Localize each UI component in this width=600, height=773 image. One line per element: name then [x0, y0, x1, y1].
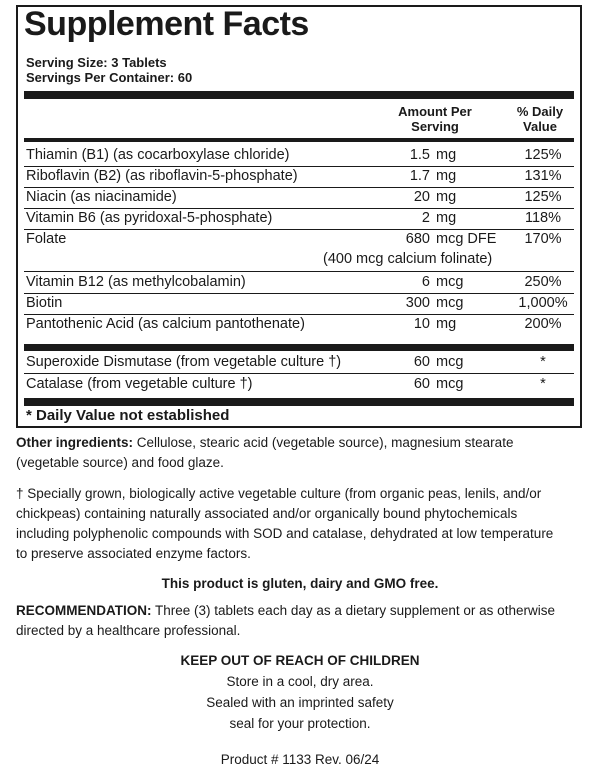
- nutrient-unit: mg: [436, 189, 457, 205]
- daily-value-footnote: * Daily Value not established: [26, 407, 230, 424]
- nutrient-amount: 20: [413, 189, 430, 205]
- allergen-statement: This product is gluten, dairy and GMO free.: [161, 576, 439, 591]
- servings-per-container: Servings Per Container: 60: [26, 70, 193, 85]
- dagger-note: † Specially grown, biologically active vegetable culture (from organic peas, lenils, and/or chickpeas) containing naturally associated and/or organically bound phytochemicals including polyphenolic compounds with SOD and catalase, dehydrated at low temperature to preserve associated enzyme factors.: [16, 486, 554, 561]
- serving-size: Serving Size: 3 Tablets: [26, 55, 167, 70]
- nutrient-daily-value: *: [540, 376, 546, 392]
- nutrient-name: Catalase (from vegetable culture †): [26, 376, 253, 392]
- nutrient-unit: mcg: [436, 295, 464, 311]
- nutrient-amount: 1.7: [409, 168, 430, 184]
- nutrient-daily-value: 131%: [524, 168, 562, 184]
- nutrient-unit: mcg: [436, 354, 464, 370]
- nutrient-daily-value: 170%: [524, 231, 562, 247]
- amount-header: Amount Per Serving: [398, 104, 472, 134]
- nutrient-daily-value: 1,000%: [518, 295, 568, 311]
- nutrient-amount: 10: [413, 316, 430, 332]
- row-divider: [24, 373, 574, 374]
- nutrient-name: Vitamin B12 (as methylcobalamin): [26, 274, 246, 290]
- header-divider: [24, 138, 574, 142]
- nutrient-name: Vitamin B6 (as pyridoxal-5-phosphate): [26, 210, 273, 226]
- recommendation: RECOMMENDATION: Three (3) tablets each day as a dietary supplement or as otherwise directed by a healthcare professional.: [16, 603, 555, 638]
- nutrient-daily-value: 125%: [524, 147, 562, 163]
- product-info: Product # 1133 Rev. 06/24: [220, 752, 380, 767]
- nutrient-amount: 60: [413, 376, 430, 392]
- daily-value-header: % Daily Value: [516, 104, 564, 134]
- nutrient-name: Pantothenic Acid (as calcium pantothenate): [26, 316, 305, 332]
- nutrient-amount: 300: [405, 295, 430, 311]
- nutrient-unit: mcg: [436, 376, 464, 392]
- nutrient-unit: mg: [436, 210, 457, 226]
- nutrient-amount: 1.5: [409, 147, 430, 163]
- row-divider: [24, 293, 574, 294]
- footer-divider: [24, 398, 574, 406]
- nutrient-note: (400 mcg calcium folinate): [323, 251, 493, 267]
- nutrient-unit: mg: [436, 168, 457, 184]
- other-ingredients: Other ingredients: Cellulose, stearic acid (vegetable source), magnesium stearate (vegetable source) and food glaze.: [16, 435, 514, 470]
- nutrient-amount: 680: [405, 231, 430, 247]
- row-divider: [24, 271, 574, 272]
- recommendation-label: RECOMMENDATION:: [16, 603, 152, 618]
- nutrient-name: Superoxide Dismutase (from vegetable culture †): [26, 354, 342, 370]
- nutrient-unit: mg: [436, 147, 457, 163]
- row-divider: [24, 208, 574, 209]
- child-warning: KEEP OUT OF REACH OF CHILDREN: [180, 653, 420, 668]
- nutrient-unit: mcg DFE: [436, 231, 497, 247]
- row-divider: [24, 314, 574, 315]
- nutrient-amount: 60: [413, 354, 430, 370]
- row-divider: [24, 166, 574, 167]
- nutrient-daily-value: 118%: [524, 210, 561, 226]
- section-divider: [24, 344, 574, 351]
- row-divider: [24, 187, 574, 188]
- nutrient-daily-value: 125%: [524, 189, 562, 205]
- nutrient-daily-value: *: [540, 354, 546, 370]
- nutrient-daily-value: 200%: [524, 316, 562, 332]
- nutrient-unit: mcg: [436, 274, 464, 290]
- nutrient-daily-value: 250%: [524, 274, 562, 290]
- nutrient-name: Folate: [26, 231, 67, 247]
- nutrient-amount: 2: [421, 210, 430, 226]
- nutrient-unit: mg: [436, 316, 457, 332]
- panel-title: Supplement Facts: [24, 5, 309, 43]
- other-ingredients-label: Other ingredients:: [16, 435, 134, 450]
- row-divider: [24, 229, 574, 230]
- nutrient-name: Riboflavin (B2) (as riboflavin-5-phosphate): [26, 168, 298, 184]
- thick-divider: [24, 91, 574, 99]
- nutrient-name: Biotin: [26, 295, 63, 311]
- nutrient-amount: 6: [421, 274, 430, 290]
- nutrient-name: Niacin (as niacinamide): [26, 189, 177, 205]
- supplement-facts-panel: [16, 5, 582, 428]
- nutrient-name: Thiamin (B1) (as cocarboxylase chloride): [26, 147, 290, 163]
- storage-instructions: Store in a cool, dry area. Sealed with an imprinted safety seal for your protection.: [206, 674, 394, 731]
